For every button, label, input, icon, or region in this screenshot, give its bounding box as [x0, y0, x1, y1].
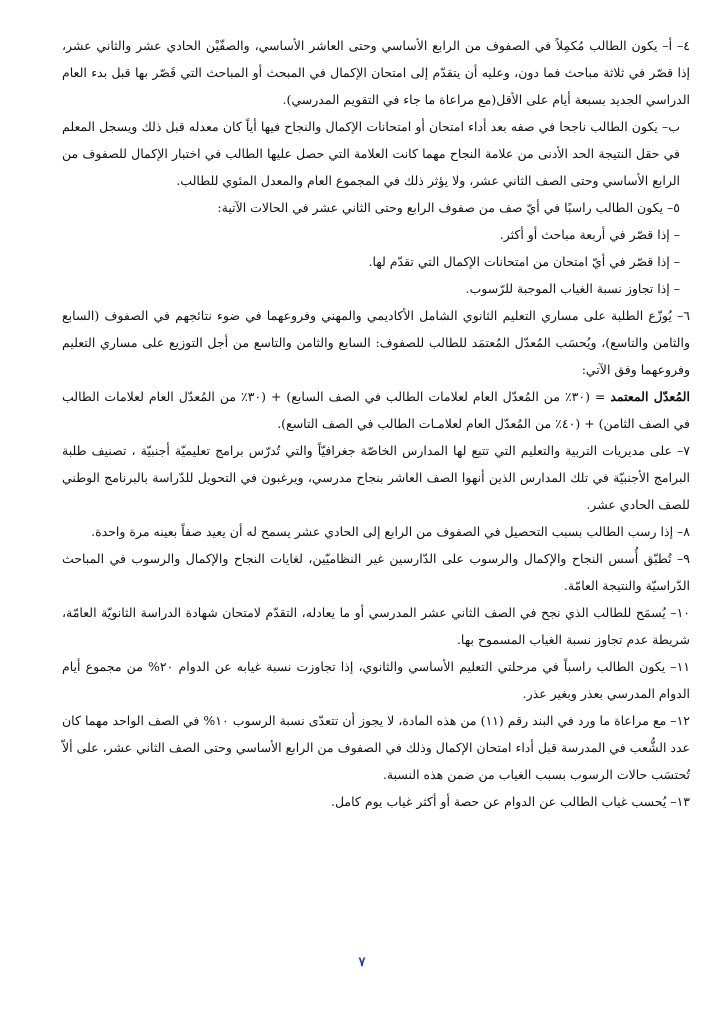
- clause-12: ١٢– مع مراعاة ما ورد في البند رقم (١١) من هذه المادة، لا يجوز أن تتعدّى نسبة الرسوب ١٠% في الصف الواحد مهما كان عدد الشُّعب في المدرسة قبل أداء امتحان الإكمال وذلك في الصفوف من الرابع الأساسي وحتى الصف الثاني عشر، على ألاّ تُحتسَب حالات الرسوب بسبب الغياب من ضمن هذه النسبة.: [62, 713, 690, 782]
- clause-5: ٥– يكون الطالب راسبًا في أيّ صف من صفوف الرابع وحتى الثاني عشر في الحالات الآتية:: [217, 200, 680, 215]
- clause-6: ٦– يُوزّع الطلبة على مساري التعليم الثانوي الشامل الأكاديمي والمهني وفروعهما في ضوء نتائجهم في الصفوف (السابع والثامن والتاسع)، ويُحسَب المُعدّل المُعتمَد للطالب للصفوف: السابع والثامن والتاسع من أجل التوزيع على مساري التعليم وفروعهما وفق الآتي:: [62, 308, 690, 377]
- clause-8: ٨– إذا رسب الطالب بسبب التحصيل في الصفوف من الرابع إلى الحادي عشر يسمح له أن يعيد صفاً بعينه مرة واحدة.: [91, 524, 690, 539]
- clause-9: ٩– تُطبّق أُسس النجاح والإكمال والرسوب على الدّارسين غير النظاميّين، لغايات النجاح والإكمال والرسوب في المباحث الدّراسيّة والنتيجة العامّة.: [62, 551, 690, 593]
- clause-13: ١٣– يُحسب غياب الطالب عن الدوام عن حصة أو أكثر غياب يوم كامل.: [330, 794, 690, 809]
- clause-5-bullet-1: – إذا قصّر في أربعة مباحث أو أكثر.: [499, 227, 680, 242]
- formula-text: = (٣٠٪ من المُعدّل العام لعلامات الطالب في الصف السابع) + (٣٠٪ من المُعدّل العام لعلامات الطالب في الصف الثامن) + (٤٠٪ من المُعدّل العام لعلامـات الطالب في الصف التاسع).: [62, 389, 690, 431]
- clause-6-formula: [62, 383, 690, 437]
- document-body: [62, 32, 690, 815]
- clause-5-bullet-2: – إذا قصّر في أيّ امتحان من امتحانات الإكمال التي تقدّم لها.: [368, 254, 680, 269]
- page-number: ٧: [358, 955, 366, 970]
- clause-10: ١٠– يُسمَح للطالب الذي نجح في الصف الثاني عشر المدرسي أو ما يعادله، التقدّم لامتحان شهادة الدراسة الثانويّة العامّة، شريطة عدم تجاوز نسبة الغياب المسموح بها.: [62, 605, 690, 647]
- clause-5-bullet-3: – إذا تجاوز نسبة الغياب الموجبة للرّسوب.: [465, 281, 680, 296]
- clause-11: ١١– يكون الطالب راسباً في مرحلتي التعليم الأساسي والثانوي، إذا تجاوزت نسبة غيابه عن الدوام ٢٠% من مجموع أيام الدوام المدرسي بعذر وبغير عذر.: [62, 659, 690, 701]
- clause-4b: ب– يكون الطالب ناجحا في صفه بعد أداء امتحان أو امتحانات الإكمال والنجاح فيها أياً كان معدله قبل ذلك ويسجل المعلم في حقل النتيجة الحد الأدنى من علامة النجاح مهما كانت العلامة التي حصل عليها الطالب في اختبار الإكمال للصفوف من الرابع الأساسي وحتى الصف الثاني عشر، ولا يؤثر ذلك في المجموع العام والمعدل المئوي للطالب.: [62, 119, 680, 188]
- clause-4a: ٤– أ– يكون الطالب مُكمِلاً في الصفوف من الرابع الأساسي وحتى العاشر الأساسي، والصفّيْن الحادي عشر والثاني عشر، إذا قصّر في ثلاثة مباحث فما دون، وعليه أن يتقدّم إلى امتحان الإكمال في المبحث أو المباحث التي قَصّر بها قبل بدء العام الدراسي الجديد بسبعة أيام على الأقل(مع مراعاة ما جاء في التقويم المدرسي).: [62, 38, 690, 107]
- formula-label: المُعدّل المعتمد: [610, 389, 690, 404]
- clause-7: ٧– على مديريات التربية والتعليم التي تتبع لها المدارس الخاصّة جغرافيّاً والتي تُدرّس برامج تعليميّة أجنبيّة ، تصنيف طلبة البرامج الأجنبيّة في تلك المدارس الذين أنهوا الصف العاشر بنجاح مدرسي، ويرغبون في التحويل للدّراسة بالبرنامج الوطني للصف الحادي عشر.: [62, 443, 690, 512]
